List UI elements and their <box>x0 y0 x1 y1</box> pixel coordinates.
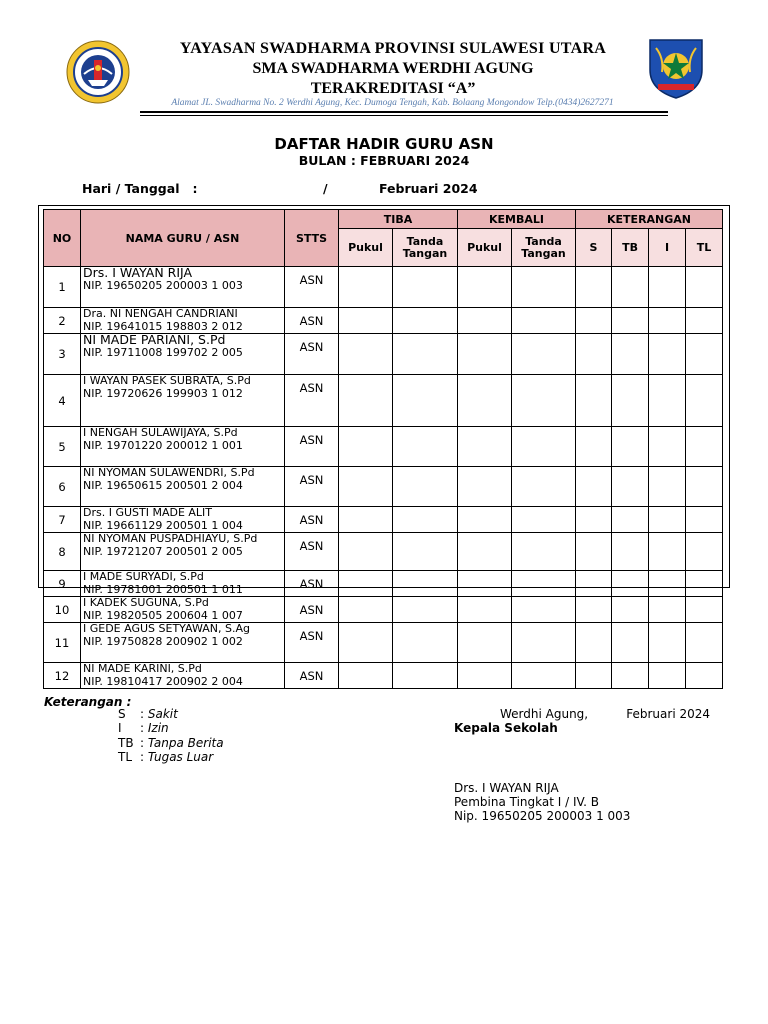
date-separator: / <box>323 181 328 196</box>
table-row <box>44 623 723 663</box>
legend-item: TL : Tugas Luar <box>118 750 214 764</box>
table-row <box>44 533 723 571</box>
teacher-nip: NIP. 19711008 199702 2 005 <box>83 345 243 359</box>
legend-code: S <box>118 707 126 721</box>
row-number: 12 <box>44 663 81 689</box>
header-permission: I <box>649 229 686 267</box>
letterhead <box>0 0 768 120</box>
teacher-name: I KADEK SUGUNA, S.Pd <box>83 596 209 609</box>
teacher-nip: NIP. 19641015 198803 2 012 <box>83 319 243 333</box>
document-title: DAFTAR HADIR GURU ASN <box>274 135 494 153</box>
teacher-name: Drs. I WAYAN RIJA <box>83 265 193 280</box>
header-divider-thin <box>140 115 668 116</box>
signer-position: Kepala Sekolah <box>454 721 558 735</box>
table-row <box>44 597 723 623</box>
teacher-status: ASN <box>285 623 339 663</box>
legend-code: TL <box>118 750 133 764</box>
teacher-status: ASN <box>285 375 339 427</box>
signer-nip: Nip. 19650205 200003 1 003 <box>454 809 631 823</box>
row-number: 3 <box>44 334 81 375</box>
row-number: 6 <box>44 467 81 507</box>
teacher-status: ASN <box>285 663 339 689</box>
signer-rank: Pembina Tingkat I / IV. B <box>454 795 600 809</box>
header-arrival: TIBA <box>339 210 458 229</box>
teacher-cell <box>81 663 285 689</box>
teacher-cell <box>81 467 285 507</box>
header-name: NAMA GURU / ASN <box>81 210 285 267</box>
header-remarks: KETERANGAN <box>576 210 723 229</box>
header-return-time: Pukul <box>458 229 512 267</box>
teacher-nip: NIP. 19820505 200604 1 007 <box>83 608 243 622</box>
legend-desc: Sakit <box>147 707 178 721</box>
header-return: KEMBALI <box>458 210 576 229</box>
legend-desc: Tanpa Berita <box>147 736 224 750</box>
teacher-nip: NIP. 19701220 200012 1 001 <box>83 438 243 452</box>
row-number: 5 <box>44 427 81 467</box>
school-address: Alamat JL. Swadharma No. 2 Werdhi Agung, Kec. Dumoga Tengah, Kab. Bolaang Mongondow Telp.(0434)2627271 <box>171 98 614 108</box>
row-number: 7 <box>44 507 81 533</box>
teacher-cell <box>81 597 285 623</box>
row-number: 4 <box>44 375 81 427</box>
teacher-cell <box>81 427 285 467</box>
table-row <box>44 308 723 334</box>
foundation-name: YAYASAN SWADHARMA PROVINSI SULAWESI UTARA <box>179 40 607 57</box>
header-no: NO <box>44 210 81 267</box>
header-status: STTS <box>285 210 339 267</box>
teacher-name: Drs. I GUSTI MADE ALIT <box>83 506 213 519</box>
row-number: 1 <box>44 267 81 308</box>
teacher-nip: NIP. 19810417 200902 2 004 <box>83 674 243 688</box>
header-duty-travel: TL <box>686 229 723 267</box>
legend-code: TB <box>118 736 134 750</box>
teacher-name: I MADE SURYADI, S.Pd <box>83 570 204 583</box>
teacher-nip: NIP. 19781001 200501 1 011 <box>83 582 243 596</box>
teacher-cell <box>81 623 285 663</box>
document-month: BULAN : FEBRUARI 2024 <box>298 153 470 168</box>
place-date: Werdhi Agung, Februari 2024 <box>500 707 711 721</box>
teacher-name: NI MADE PARIANI, S.Pd <box>83 332 226 347</box>
teacher-name: NI NYOMAN PUSPADHIAYU, S.Pd <box>83 532 258 545</box>
teacher-nip: NIP. 19650615 200501 2 004 <box>83 478 243 492</box>
header-no-notice: TB <box>612 229 649 267</box>
school-name: SMA SWADHARMA WERDHI AGUNG <box>252 60 534 77</box>
accreditation-status: TERAKREDITASI “A” <box>310 80 476 97</box>
teacher-status: ASN <box>285 507 339 533</box>
header-return-signature: Tanda Tangan <box>512 229 576 267</box>
teacher-cell <box>81 267 285 308</box>
teacher-cell <box>81 571 285 597</box>
row-number: 10 <box>44 597 81 623</box>
table-row <box>44 427 723 467</box>
teacher-cell <box>81 334 285 375</box>
teacher-status: ASN <box>285 267 339 308</box>
date-label: Hari / Tanggal : <box>82 181 198 196</box>
legend-item: I : Izin <box>118 721 169 735</box>
header-divider-thick <box>140 111 668 113</box>
table-row <box>44 375 723 427</box>
legend-desc: Tugas Luar <box>147 750 214 764</box>
teacher-cell <box>81 533 285 571</box>
legend-title: Keterangan : <box>44 695 132 709</box>
row-number: 11 <box>44 623 81 663</box>
teacher-name: NI MADE KARINI, S.Pd <box>83 662 202 675</box>
teacher-status: ASN <box>285 597 339 623</box>
teacher-cell <box>81 308 285 334</box>
teacher-name: I NENGAH SULAWIJAYA, S.Pd <box>83 426 238 439</box>
signer-name: Drs. I WAYAN RIJA <box>454 781 559 795</box>
teacher-nip: NIP. 19661129 200501 1 004 <box>83 518 243 532</box>
teacher-cell <box>81 375 285 427</box>
attendance-table <box>43 209 723 689</box>
legend-desc: Izin <box>147 721 169 735</box>
teacher-nip: NIP. 19720626 199903 1 012 <box>83 386 243 400</box>
teacher-cell <box>81 507 285 533</box>
header-arrival-signature: Tanda Tangan <box>393 229 458 267</box>
date-month: Februari 2024 <box>379 181 478 196</box>
teacher-nip: NIP. 19750828 200902 1 002 <box>83 634 243 648</box>
teacher-status: ASN <box>285 467 339 507</box>
legend-code: I <box>118 721 122 735</box>
table-row <box>44 334 723 375</box>
teacher-nip: NIP. 19721207 200501 2 005 <box>83 544 243 558</box>
teacher-name: Dra. NI NENGAH CANDRIANI <box>83 307 238 320</box>
legend-item: S : Sakit <box>118 707 178 721</box>
table-row <box>44 467 723 507</box>
row-number: 9 <box>44 571 81 597</box>
table-row <box>44 663 723 689</box>
legend-item: TB : Tanpa Berita <box>118 736 224 750</box>
header-sick: S <box>576 229 612 267</box>
teacher-status: ASN <box>285 571 339 597</box>
teacher-name: I WAYAN PASEK SUBRATA, S.Pd <box>83 374 251 387</box>
table-row <box>44 507 723 533</box>
table-row <box>44 571 723 597</box>
teacher-status: ASN <box>285 533 339 571</box>
table-row <box>44 267 723 308</box>
teacher-nip: NIP. 19650205 200003 1 003 <box>83 278 243 292</box>
teacher-name: I GEDE AGUS SETYAWAN, S.Ag <box>83 622 250 635</box>
row-number: 2 <box>44 308 81 334</box>
row-number: 8 <box>44 533 81 571</box>
teacher-status: ASN <box>285 334 339 375</box>
teacher-name: NI NYOMAN SULAWENDRI, S.Pd <box>83 466 255 479</box>
teacher-status: ASN <box>285 308 339 334</box>
school-emblem-icon <box>64 40 132 104</box>
teacher-status: ASN <box>285 427 339 467</box>
header-arrival-time: Pukul <box>339 229 393 267</box>
